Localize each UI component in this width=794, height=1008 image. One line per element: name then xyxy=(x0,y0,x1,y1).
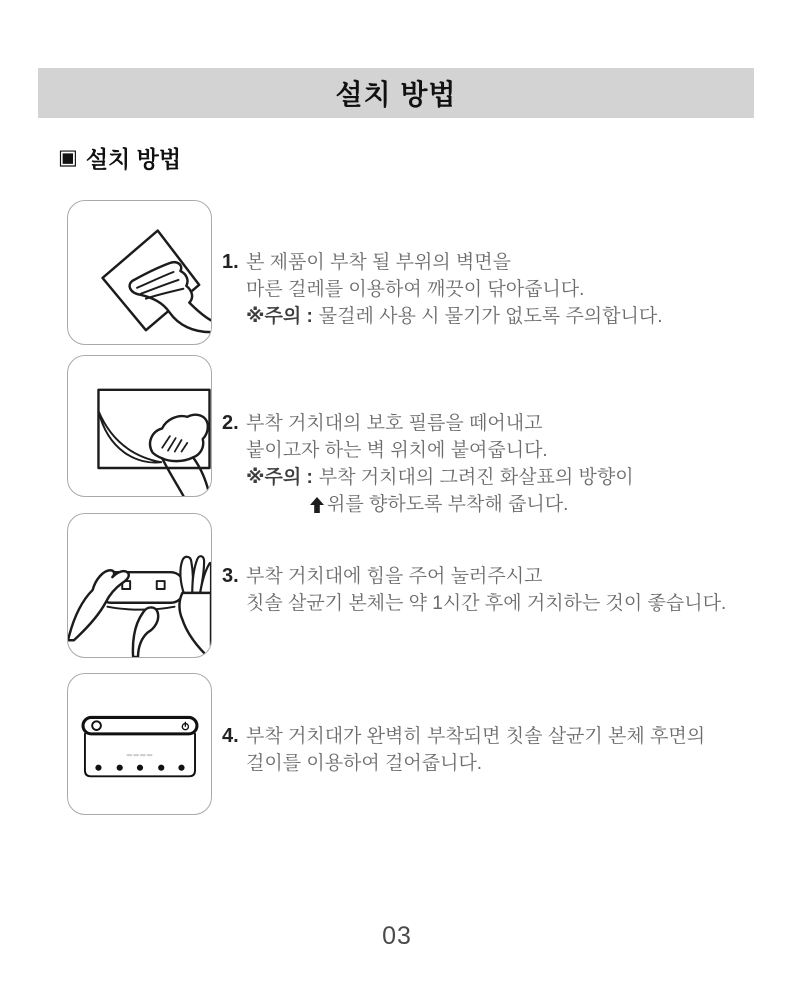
step-line xyxy=(246,276,663,303)
step2-text xyxy=(222,410,634,518)
hands-pressing-bracket-icon xyxy=(68,514,211,657)
step4-illustration-box xyxy=(67,673,212,815)
step-line-text: 걸이를 이용하여 걸어줍니다. xyxy=(246,753,483,774)
section-marker-icon: ▣ xyxy=(58,146,78,169)
step-number: 3. xyxy=(222,565,239,587)
step-note xyxy=(246,464,634,491)
step4-text xyxy=(222,723,705,777)
section-title: 설치 방법 xyxy=(85,146,182,172)
step-line xyxy=(246,437,634,464)
note-label: ※주의 : xyxy=(246,467,313,488)
step-line xyxy=(222,563,726,590)
hand-peeling-film-icon xyxy=(68,356,211,496)
step-line xyxy=(222,410,634,437)
step-line xyxy=(222,249,663,276)
note-text: 물걸레 사용 시 물기가 없도록 주의합니다. xyxy=(318,306,663,327)
step1-text xyxy=(222,249,663,330)
up-arrow-icon xyxy=(310,497,324,513)
page-title: 설치 방법 xyxy=(335,79,457,110)
step-line-text: 부착 거치대의 보호 필름을 떼어내고 xyxy=(246,413,543,434)
step-number: 1. xyxy=(222,251,239,273)
step-line xyxy=(222,723,705,750)
note-text: 부착 거치대의 그려진 화살표의 방향이 xyxy=(318,467,634,488)
step-note-arrow-line xyxy=(310,491,634,518)
step1-illustration-box xyxy=(67,200,212,345)
step-line-text: 부착 거치대에 힘을 주어 눌러주시고 xyxy=(246,566,543,587)
step-number: 4. xyxy=(222,725,239,747)
step-line-text: 칫솔 살균기 본체는 약 1시간 후에 거치하는 것이 좋습니다. xyxy=(246,593,727,614)
step-line-text: 붙이고자 하는 벽 위치에 붙여줍니다. xyxy=(246,440,548,461)
step-line-text: 마른 걸레를 이용하여 깨끗이 닦아줍니다. xyxy=(246,279,585,300)
note-text: 위를 향하도록 부착해 줍니다. xyxy=(327,494,569,515)
section-heading xyxy=(58,141,181,174)
step3-text xyxy=(222,563,726,617)
page-number: 03 xyxy=(382,922,412,950)
step-line xyxy=(246,750,705,777)
step3-illustration-box xyxy=(67,513,212,658)
step-note xyxy=(246,303,663,330)
step-number: 2. xyxy=(222,412,239,434)
page-header-banner xyxy=(38,68,754,118)
hand-wiping-cloth-icon xyxy=(68,201,211,344)
step2-illustration-box xyxy=(67,355,212,497)
step-line-text: 부착 거치대가 완벽히 부착되면 칫솔 살균기 본체 후면의 xyxy=(246,726,706,747)
step-line-text: 본 제품이 부착 될 부위의 벽면을 xyxy=(246,252,511,273)
mounted-sterilizer-icon xyxy=(68,674,211,814)
step-line xyxy=(246,590,726,617)
note-label: ※주의 : xyxy=(246,306,313,327)
